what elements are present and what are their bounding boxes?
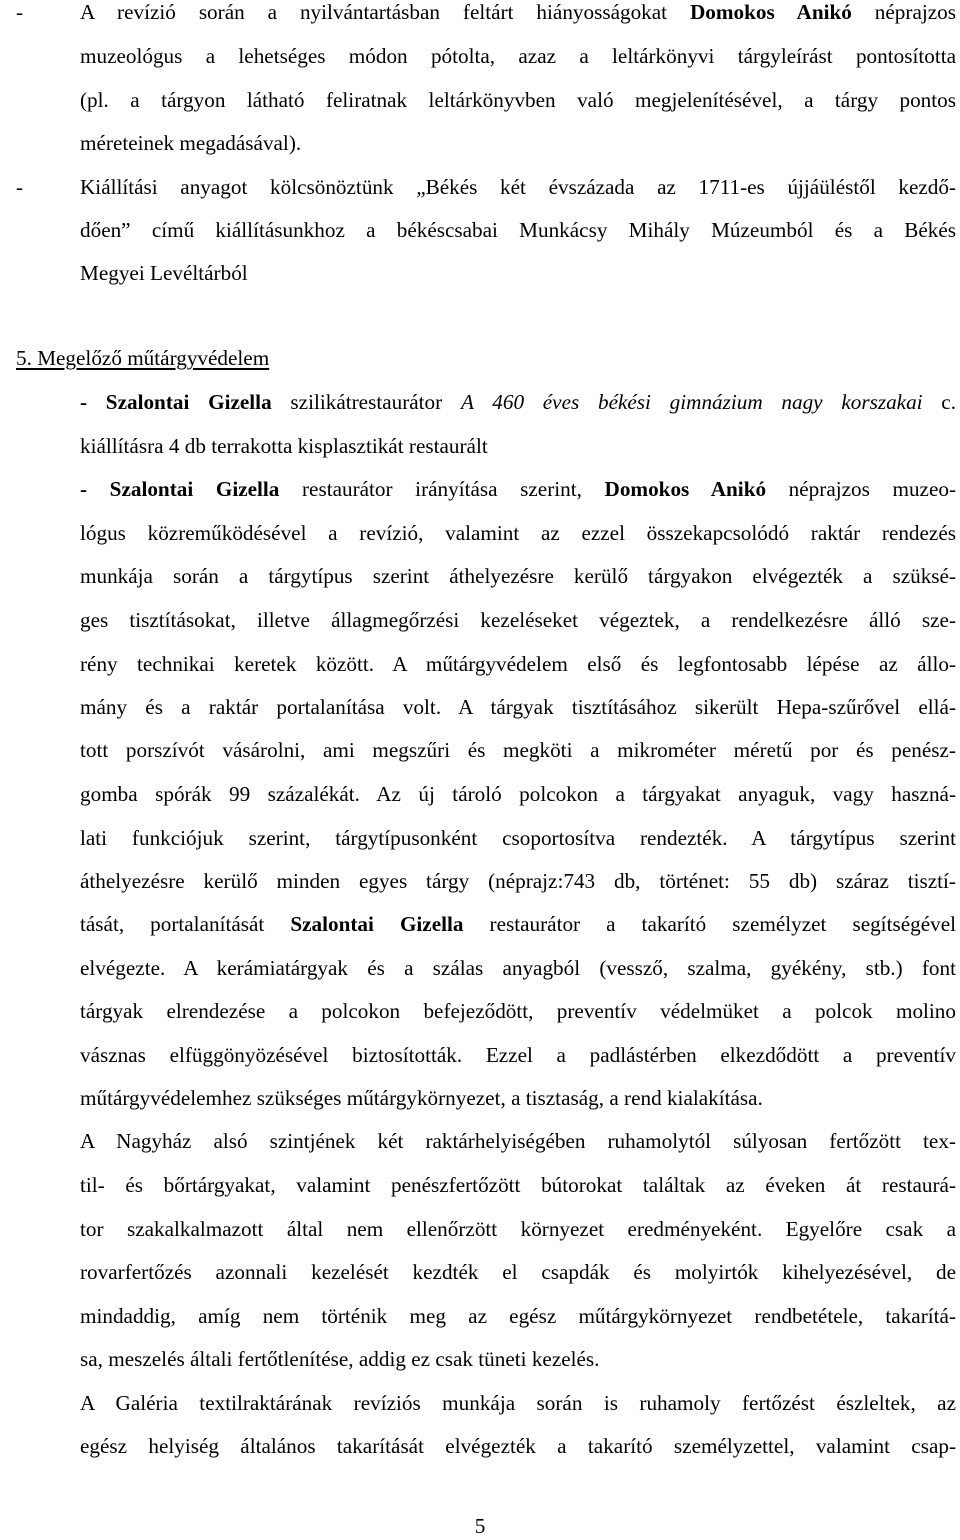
body-line: A Nagyház alsó szintjének két raktárhelyiségében ruhamolytól súlyosan fertőzött tex- [80, 1129, 956, 1153]
body-line: sa, meszelés általi fertőtlenítése, addig ez csak tüneti kezelés. [80, 1347, 600, 1371]
body-line: méreteinek megadásával). [80, 131, 302, 155]
body-line: egész helyiség általános takarítását elvégezték a takarító személyzettel, valamint csap- [80, 1434, 956, 1458]
body-line: lógus közreműködésével a revízió, valamint az ezzel összekapcsolódó raktár rendezés [80, 521, 956, 545]
body-line: munkája során a tárgytípus szerint áthelyezésre kerülő tárgyakon elvégezték a szüksé- [80, 564, 956, 588]
body-line: A revízió során a nyilvántartásban feltárt hiányosságokat Domokos Anikó néprajzos [80, 0, 956, 24]
person-name: - Szalontai Gizella [80, 477, 280, 501]
body-line: vásznas elfüggönyözésével biztosították. Ezzel a padlástérben elkezdődött a preventív [80, 1043, 956, 1067]
body-line: Kiállítási anyagot kölcsönöztünk „Békés két évszázada az 1711-es újjáüléstől kezdő- [80, 175, 956, 199]
body-line: kiállításra 4 db terrakotta kisplasztikát restaurált [80, 434, 488, 458]
body-line: lati funkciójuk szerint, tárgytípusonként csoportosítva rendezték. A tárgytípus szerint [80, 826, 956, 850]
body-line: til- és bőrtárgyakat, valamint penészfertőzött bútorokat találtak az éveken át restaurá- [80, 1173, 956, 1197]
body-line: rovarfertőzés azonnali kezelését kezdték el csapdák és molyirtók kihelyezésével, de [80, 1260, 956, 1284]
body-line: tott porszívót vásárolni, ami megszűri és megköti a mikrométer méretű por és penész- [80, 738, 956, 762]
section-heading: 5. Megelőző műtárgyvédelem [16, 346, 270, 370]
exhibition-title: A 460 éves békési gimnázium nagy korszakai [460, 390, 923, 414]
body-line: tárgyak elrendezése a polcokon befejeződött, preventív védelmüket a polcok molino [80, 999, 956, 1023]
bullet-dash: - [16, 175, 24, 199]
body-line: dően” című kiállításunkhoz a békéscsabai Munkácsy Mihály Múzeumból és a Békés [80, 218, 956, 242]
body-line: tor szakalkalmazott által nem ellenőrzött környezet eredményeként. Egyelőre csak a [80, 1217, 956, 1241]
body-line: tását, portalanítását Szalontai Gizella restaurátor a takarító személyzet segítségével [80, 912, 956, 936]
body-line: áthelyezésre kerülő minden egyes tárgy (néprajz:743 db, történet: 55 db) száraz tisztí- [80, 869, 956, 893]
body-line: (pl. a tárgyon látható feliratnak leltárkönyvben való megjelenítésével, a tárgy pontos [80, 88, 956, 112]
person-name: Domokos Anikó [690, 0, 852, 24]
body-line: Megyei Levéltárból [80, 261, 248, 285]
body-line: - Szalontai Gizella szilikátrestaurátor A 460 éves békési gimnázium nagy korszakai c. [80, 390, 957, 414]
body-line: mindaddig, amíg nem történik meg az egész műtárgykörnyezet rendbetétele, takarítá- [80, 1304, 956, 1328]
body-line: ges tisztításokat, illetve állagmegőrzési kezeléseket végeztek, a rendelkezésre álló sze- [80, 608, 956, 632]
body-line: muzeológus a lehetséges módon pótolta, azaz a leltárkönyvi tárgyleírást pontosította [80, 44, 956, 68]
body-line: rény technikai keretek között. A műtárgyvédelem első és legfontosabb lépése az állo- [80, 652, 956, 676]
body-line: A Galéria textilraktárának revíziós munkája során is ruhamoly fertőzést észleltek, az [80, 1391, 956, 1415]
bullet-dash: - [16, 0, 24, 24]
body-line: elvégezte. A kerámiatárgyak és a szálas anyagból (vessző, szalma, gyékény, stb.) font [80, 956, 956, 980]
body-line: műtárgyvédelemhez szükséges műtárgykörnyezet, a tisztaság, a rend kialakítása. [80, 1086, 763, 1110]
body-line: mány és a raktár portalanítása volt. A tárgyak tisztításához sikerült Hepa-szűrővel ellá- [80, 695, 956, 719]
body-line: - Szalontai Gizella restaurátor irányítása szerint, Domokos Anikó néprajzos muzeo- [80, 477, 956, 501]
page-number: 5 [474, 1514, 486, 1538]
person-name: Domokos Anikó [604, 477, 767, 501]
person-name: Szalontai Gizella [290, 912, 464, 936]
body-line: gomba spórák 99 százalékát. Az új tároló polcokon a tárgyakat anyaguk, vagy haszná- [80, 782, 956, 806]
person-name: - Szalontai Gizella [80, 390, 272, 414]
